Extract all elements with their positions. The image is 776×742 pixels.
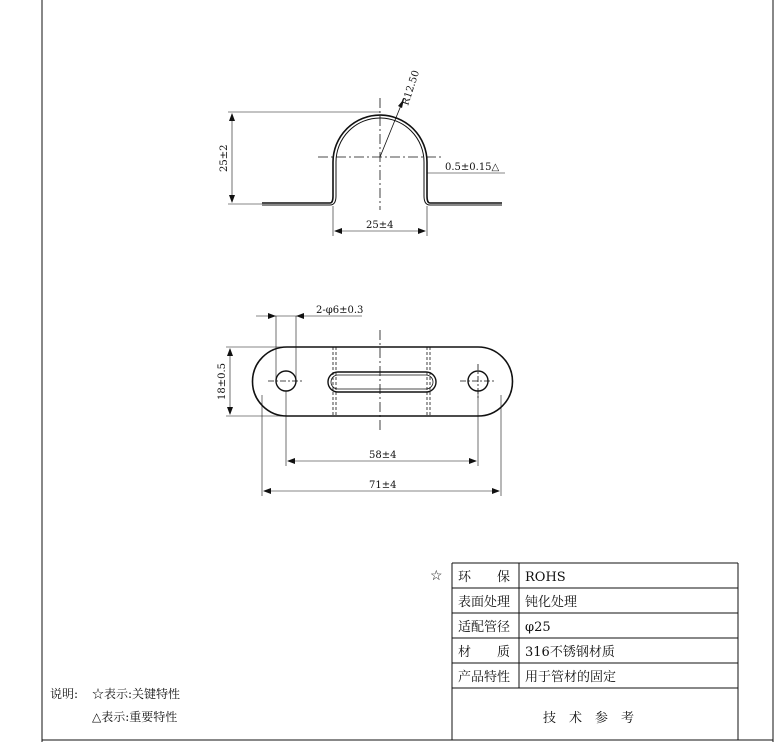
center-slot-inner [331,375,433,389]
row-pipe-value: φ25 [525,620,551,635]
width-arrow-left [334,228,342,234]
star-mark: ☆ [430,568,443,584]
width-arrow-right [418,228,426,234]
row-material-value: 316不锈钢材质 [525,645,615,660]
row-surface-value: 钝化处理 [525,595,578,610]
clamp-profile-outer [262,115,502,203]
row-env-value: ROHS [525,570,566,585]
bottom-view-arrows [227,313,500,494]
row-material-key: 材 质 [458,645,511,660]
row-pipe-key: 适配管径 [458,620,511,635]
hole-dia-arrow-right [296,313,304,319]
row-feature-value: 用于管材的固定 [525,670,617,685]
plan-outline [253,347,513,416]
notes-line-important: △表示:重要特性 [92,710,178,724]
notes-line-key: ☆表示:关键特性 [92,687,181,701]
row-feature-key: 产品特性 [458,670,511,685]
thickness-label: 0.5±0.15△ [445,162,500,173]
height-arrow-bottom [229,195,235,203]
plan-height-arrow-top [227,348,233,356]
plan-height-arrow-bottom [227,407,233,415]
top-view-arrows [229,99,426,234]
overall-arrow-left [263,488,271,494]
overall-label: 71±4 [369,480,397,491]
top-height-label: 25±2 [219,144,230,172]
plan-height-label: 18±0.5 [217,362,228,400]
radius-label: R12.50 [400,69,423,107]
title-block-footer: 技 术 参 考 [543,711,635,726]
spacing-arrow-left [287,458,295,464]
hole-spacing-label: 58±4 [369,450,397,461]
top-width-label: 25±4 [366,220,394,231]
bottom-view [226,316,513,496]
height-arrow-top [229,113,235,121]
row-env-key: 环 保 [458,570,511,585]
holes-label: 2-φ6±0.3 [316,305,364,316]
hole-dia-arrow-left [268,313,276,319]
notes-label: 说明: [50,687,79,701]
spacing-arrow-right [469,458,477,464]
row-surface-key: 表面处理 [458,595,511,610]
overall-arrow-right [492,488,500,494]
